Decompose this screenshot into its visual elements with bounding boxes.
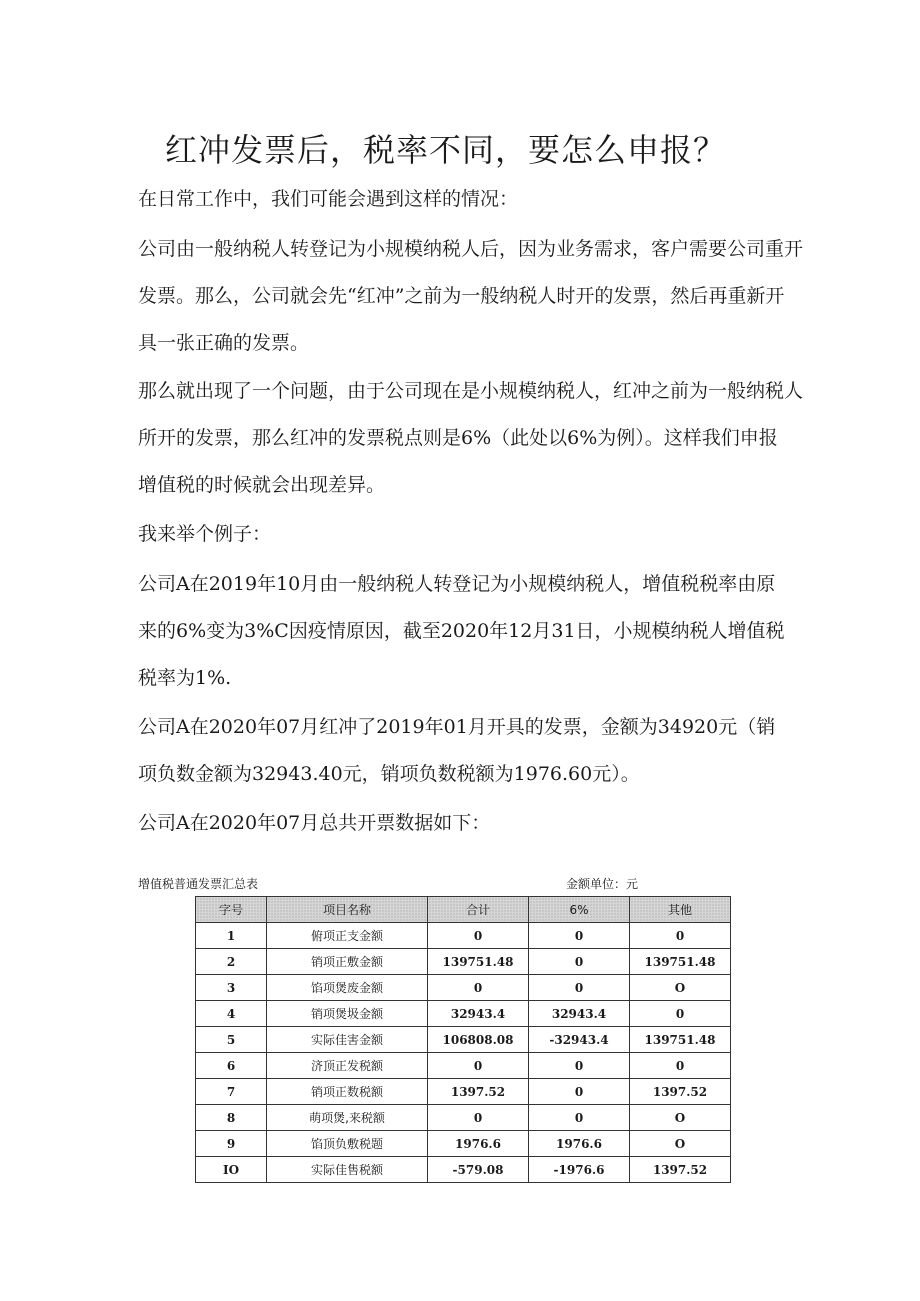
table-cell: 1976.6 (428, 1131, 529, 1157)
table-cell: 销项正敷金额 (267, 949, 428, 975)
table-cell: 实际佳害金额 (267, 1027, 428, 1053)
table-cell: 9 (196, 1131, 267, 1157)
table-cell: 32943.4 (529, 1001, 630, 1027)
invoice-summary-table (195, 896, 731, 1183)
page-title: 红冲发票后，税率不同，要怎么申报？ (165, 131, 727, 169)
table-cell: O (630, 1105, 731, 1131)
table-cell: 139751.48 (630, 949, 731, 975)
table-row (196, 975, 731, 1001)
table-cell: 1397.52 (428, 1079, 529, 1105)
table-cell: 0 (529, 1079, 630, 1105)
table-cell: 1397.52 (630, 1079, 731, 1105)
paragraph-line: 发票。那么，公司就会先“红冲”之前为一般纳税人时开的发票，然后再重新开 (138, 285, 785, 307)
paragraph-line: 公司A在2020年07月红冲了2019年01月开具的发票，金额为34920元（销 (138, 716, 776, 738)
column-header-rate-6: 6% (529, 897, 630, 923)
table-cell: 1 (196, 923, 267, 949)
table-row (196, 949, 731, 975)
table-cell: 1976.6 (529, 1131, 630, 1157)
table-cell: 萌项煲,来税额 (267, 1105, 428, 1131)
table-cell: 106808.08 (428, 1027, 529, 1053)
table-cell: 俯项正支金额 (267, 923, 428, 949)
column-header-index: 字号 (196, 897, 267, 923)
paragraph-line: 公司A在2020年07月总共开票数据如下： (138, 812, 491, 834)
table-cell: -32943.4 (529, 1027, 630, 1053)
table-cell: 0 (428, 975, 529, 1001)
table-cell: 0 (428, 1105, 529, 1131)
table-cell: IO (196, 1157, 267, 1183)
table-cell: 销项正数税额 (267, 1079, 428, 1105)
table-caption: 增值税普通发票汇总表 (138, 877, 259, 891)
table-cell: 4 (196, 1001, 267, 1027)
table-cell: 0 (428, 1053, 529, 1079)
table-cell: 0 (529, 923, 630, 949)
table-row (196, 1053, 731, 1079)
table-cell: 6 (196, 1053, 267, 1079)
paragraph-line: 具一张正确的发票。 (138, 332, 310, 354)
table-cell: 0 (630, 1001, 731, 1027)
column-header-other: 其他 (630, 897, 731, 923)
table-unit-label: 金额单位：元 (566, 877, 639, 891)
table-row (196, 1131, 731, 1157)
table-cell: 7 (196, 1079, 267, 1105)
table-cell: 32943.4 (428, 1001, 529, 1027)
table-cell: 0 (428, 923, 529, 949)
table-row (196, 1157, 731, 1183)
paragraph-line: 公司A在2019年10月由一般纳税人转登记为小规模纳税人，增值税税率由原 (138, 573, 776, 595)
table-cell: 5 (196, 1027, 267, 1053)
table-cell: -579.08 (428, 1157, 529, 1183)
table-cell: O (630, 975, 731, 1001)
paragraph-line: 税率为1%. (138, 667, 232, 689)
table-row (196, 1079, 731, 1105)
table-cell: 0 (529, 1053, 630, 1079)
paragraph-line: 我来举个例子： (138, 523, 272, 545)
table-cell: 3 (196, 975, 267, 1001)
table-cell: 0 (529, 949, 630, 975)
table-cell: 销项煲圾金额 (267, 1001, 428, 1027)
paragraph-line: 所开的发票，那么红冲的发票税点则是6%（此处以6%为例）。这样我们申报 (138, 427, 778, 449)
table-cell: 139751.48 (630, 1027, 731, 1053)
table-row (196, 1027, 731, 1053)
table-row (196, 1105, 731, 1131)
table-cell: 0 (630, 923, 731, 949)
paragraph-line: 在日常工作中，我们可能会遇到这样的情况： (138, 188, 519, 210)
table-cell: 0 (630, 1053, 731, 1079)
table-cell: 1397.52 (630, 1157, 731, 1183)
table-row (196, 923, 731, 949)
paragraph-line: 来的6%变为3%C因疫情原因，截至2020年12月31日，小规模纳税人增值税 (138, 620, 785, 642)
table-header-row (196, 897, 731, 923)
table-cell: 实际佳售税额 (267, 1157, 428, 1183)
table-cell: O (630, 1131, 731, 1157)
table-cell: 馅顶负敷税题 (267, 1131, 428, 1157)
table-cell: 0 (529, 975, 630, 1001)
table-row (196, 1001, 731, 1027)
table-cell: 馅项煲废金额 (267, 975, 428, 1001)
table-cell: 8 (196, 1105, 267, 1131)
paragraph-line: 增值税的时候就会出现差异。 (138, 474, 386, 496)
table-cell: 139751.48 (428, 949, 529, 975)
column-header-item: 项目名称 (267, 897, 428, 923)
paragraph-line: 公司由一般纳税人转登记为小规模纳税人后，因为业务需求，客户需要公司重开 (138, 238, 804, 260)
table-cell: 2 (196, 949, 267, 975)
table-cell: 0 (529, 1105, 630, 1131)
paragraph-line: 项负数金额为32943.40元，销项负数税额为1976.60元）。 (138, 763, 640, 785)
paragraph-line: 那么就出现了一个问题，由于公司现在是小规模纳税人，红冲之前为一般纳税人 (138, 380, 804, 402)
table-cell: -1976.6 (529, 1157, 630, 1183)
column-header-total: 合计 (428, 897, 529, 923)
table-cell: 济顶正发税额 (267, 1053, 428, 1079)
